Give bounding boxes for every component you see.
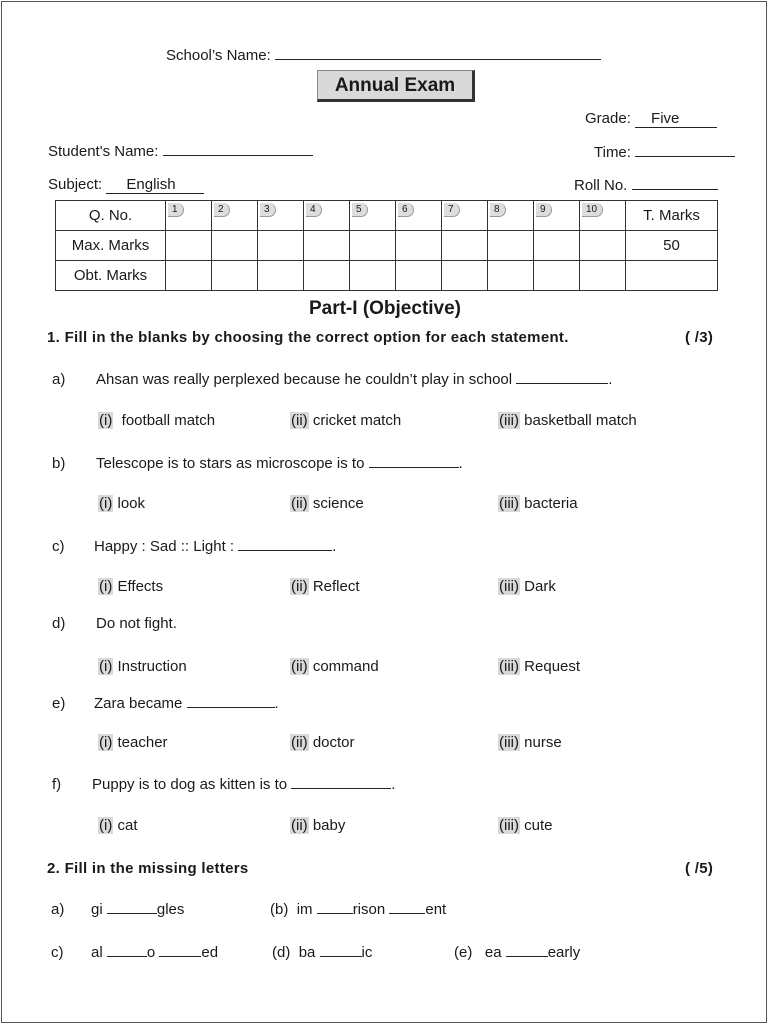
option-number: (i) (99, 817, 113, 834)
qno-badge: 2 (214, 203, 230, 217)
answer-blank[interactable] (187, 694, 275, 708)
qno-badge: 3 (260, 203, 276, 217)
roll-no-label: Roll No. (574, 177, 628, 194)
qno-badge: 6 (398, 203, 414, 217)
item-end: . (391, 776, 396, 793)
q1-item-b (52, 454, 463, 472)
option-text: nurse (524, 734, 562, 751)
option-number: (iii) (499, 734, 519, 751)
obt-cell[interactable] (396, 261, 442, 291)
max-cell[interactable] (166, 231, 212, 261)
option-number: (ii) (291, 817, 308, 834)
letter-blank[interactable] (107, 900, 157, 914)
word-part: early (547, 944, 581, 961)
word-part: gles (156, 901, 185, 918)
roll-no-row (574, 176, 718, 194)
q2-heading: 2. Fill in the missing letters (47, 860, 249, 877)
obt-cell[interactable] (212, 261, 258, 291)
word-part: ic (361, 944, 373, 961)
q1-item-f (52, 775, 395, 793)
item-text: Telescope is to stars as microscope is to (96, 455, 365, 472)
item-end: . (458, 455, 463, 472)
qno-badge: 4 (306, 203, 322, 217)
max-cell[interactable] (442, 231, 488, 261)
max-cell[interactable] (534, 231, 580, 261)
item-letter: c) (51, 944, 64, 961)
option-text: Instruction (117, 658, 187, 675)
q1-item-c (52, 537, 336, 555)
option-number: (iii) (499, 578, 519, 595)
max-cell[interactable] (258, 231, 304, 261)
answer-blank[interactable] (369, 454, 459, 468)
option-text: bacteria (524, 495, 578, 512)
option[interactable] (498, 817, 553, 834)
option-text: science (312, 495, 364, 512)
obt-cell[interactable] (350, 261, 396, 291)
option-text: basketball match (524, 412, 637, 429)
option-number: (iii) (499, 658, 519, 675)
item-letter: d) (52, 615, 66, 632)
letter-blank[interactable] (389, 900, 425, 914)
qno-badge: 10 (582, 203, 603, 217)
qno-cell (534, 201, 580, 231)
option[interactable] (290, 734, 355, 751)
option-text: Request (524, 658, 581, 675)
obt-marks-label: Obt. Marks (56, 261, 166, 291)
qno-badge: 8 (490, 203, 506, 217)
qno-cell (258, 201, 304, 231)
qno-cell (350, 201, 396, 231)
answer-blank[interactable] (516, 370, 608, 384)
option-text: Effects (117, 578, 164, 595)
word-part: im (296, 901, 313, 918)
max-cell[interactable] (212, 231, 258, 261)
qno-cell (442, 201, 488, 231)
option[interactable] (498, 495, 578, 512)
word-part: rison (352, 901, 386, 918)
q1-item-d (52, 615, 177, 632)
item-end: . (274, 695, 279, 712)
item-text: Ahsan was really perplexed because he couldn’t play in school (96, 371, 513, 388)
obt-cell[interactable] (304, 261, 350, 291)
school-name-label: School’s Name: (166, 47, 271, 64)
q2-marks: ( /5) (685, 860, 714, 877)
obt-cell[interactable] (534, 261, 580, 291)
max-cell[interactable] (396, 231, 442, 261)
qno-cell (304, 201, 350, 231)
obt-cell[interactable] (166, 261, 212, 291)
subject-value: English (106, 176, 204, 194)
letter-blank[interactable] (317, 900, 353, 914)
student-name-blank[interactable] (163, 142, 313, 156)
item-letter: (e) (454, 944, 473, 961)
obt-cell[interactable] (488, 261, 534, 291)
letter-blank[interactable] (320, 943, 362, 957)
item-end: . (608, 371, 613, 388)
qno-cell (166, 201, 212, 231)
exam-page (1, 1, 767, 1023)
option-number: (i) (99, 578, 113, 595)
option[interactable] (98, 495, 145, 512)
letter-blank[interactable] (107, 943, 147, 957)
answer-blank[interactable] (291, 775, 391, 789)
item-text: Happy : Sad :: Light : (94, 538, 235, 555)
option[interactable] (498, 658, 580, 675)
option[interactable] (498, 578, 556, 595)
max-cell[interactable] (488, 231, 534, 261)
exam-title: Annual Exam (317, 70, 475, 102)
option[interactable] (98, 658, 187, 675)
option-number: (iii) (499, 495, 519, 512)
option-number: (iii) (499, 412, 519, 429)
item-text: Do not fight. (96, 615, 177, 632)
part-title: Part-I (Objective) (308, 298, 462, 319)
student-name-label: Student's Name: (48, 143, 159, 160)
item-letter: a) (51, 901, 65, 918)
subject-label: Subject: (48, 176, 103, 193)
option-text: football match (121, 412, 216, 429)
option-text: baby (312, 817, 346, 834)
letter-blank[interactable] (506, 943, 548, 957)
option-number: (ii) (291, 734, 308, 751)
obt-cell[interactable] (258, 261, 304, 291)
option-number: (i) (99, 658, 113, 675)
qno-cell (580, 201, 626, 231)
option-text: cricket match (312, 412, 402, 429)
word-part: ent (425, 901, 447, 918)
word-part: gi (91, 901, 103, 918)
qno-row (56, 201, 718, 231)
q2-item-b (270, 900, 446, 918)
item-text: Puppy is to dog as kitten is to (92, 776, 288, 793)
option[interactable] (498, 412, 637, 429)
option-text: command (312, 658, 379, 675)
option[interactable] (498, 734, 562, 751)
grade-row (585, 110, 717, 128)
qno-cell (212, 201, 258, 231)
item-letter: c) (52, 538, 65, 555)
option-text: cat (117, 817, 138, 834)
option-number: (ii) (291, 658, 308, 675)
item-end: . (332, 538, 337, 555)
option-text: look (117, 495, 146, 512)
option[interactable] (290, 658, 379, 675)
option-number: (ii) (291, 412, 308, 429)
q1-marks: ( /3) (685, 329, 714, 346)
item-letter: b) (52, 455, 66, 472)
total-max-value: 50 (626, 231, 718, 261)
time-blank[interactable] (635, 143, 735, 157)
option[interactable] (290, 578, 360, 595)
qno-badge: 7 (444, 203, 460, 217)
q1-heading: 1. Fill in the blanks by choosing the correct option for each statement. (47, 329, 569, 346)
obt-cell[interactable] (580, 261, 626, 291)
max-cell[interactable] (580, 231, 626, 261)
q1-item-a (52, 370, 612, 388)
option[interactable] (290, 495, 364, 512)
option-text: doctor (312, 734, 355, 751)
option-text: Dark (524, 578, 556, 595)
max-cell[interactable] (350, 231, 396, 261)
roll-no-blank[interactable] (632, 176, 718, 190)
school-name-row (166, 46, 601, 64)
q1-item-e (52, 694, 279, 712)
qno-badge: 5 (352, 203, 368, 217)
subject-row (48, 176, 204, 194)
obt-cell[interactable] (442, 261, 488, 291)
option[interactable] (98, 412, 215, 429)
max-marks-label: Max. Marks (56, 231, 166, 261)
option-text: cute (524, 817, 553, 834)
option[interactable] (98, 734, 168, 751)
option[interactable] (98, 578, 163, 595)
qno-cell (488, 201, 534, 231)
option-text: teacher (117, 734, 168, 751)
word-part: o (146, 944, 156, 961)
word-part: ea (484, 944, 502, 961)
word-part: ba (298, 944, 316, 961)
option-number: (ii) (291, 578, 308, 595)
letter-blank[interactable] (159, 943, 201, 957)
q2-item-e (454, 943, 580, 961)
option-number: (i) (99, 495, 113, 512)
option-number: (ii) (291, 495, 308, 512)
qno-badge: 1 (168, 203, 184, 217)
qno-cell (396, 201, 442, 231)
obt-marks-row (56, 261, 718, 291)
q2-item-d (272, 943, 372, 961)
option[interactable] (98, 817, 138, 834)
answer-blank[interactable] (238, 537, 332, 551)
student-name-row (48, 142, 313, 160)
option[interactable] (290, 817, 345, 834)
word-part: ed (201, 944, 219, 961)
time-row (594, 143, 735, 161)
grade-label: Grade: (585, 110, 631, 127)
item-letter: a) (52, 371, 66, 388)
item-letter: (d) (272, 944, 291, 961)
grade-value: Five (635, 110, 717, 128)
option-number: (i) (99, 412, 113, 429)
school-name-blank[interactable] (275, 46, 601, 60)
qno-label: Q. No. (56, 201, 166, 231)
option-text: Reflect (312, 578, 360, 595)
item-text: Zara became (94, 695, 183, 712)
total-obt-cell[interactable] (626, 261, 718, 291)
option[interactable] (290, 412, 401, 429)
tmarks-label: T. Marks (626, 201, 718, 231)
option-number: (iii) (499, 817, 519, 834)
item-letter: (b) (270, 901, 289, 918)
item-letter: e) (52, 695, 66, 712)
item-letter: f) (52, 776, 62, 793)
max-cell[interactable] (304, 231, 350, 261)
word-part: al (91, 944, 103, 961)
q2-item-c (51, 943, 218, 961)
q2-item-a (51, 900, 184, 918)
qno-badge: 9 (536, 203, 552, 217)
max-marks-row (56, 231, 718, 261)
option-number: (i) (99, 734, 113, 751)
marks-table (55, 200, 718, 291)
time-label: Time: (594, 144, 631, 161)
